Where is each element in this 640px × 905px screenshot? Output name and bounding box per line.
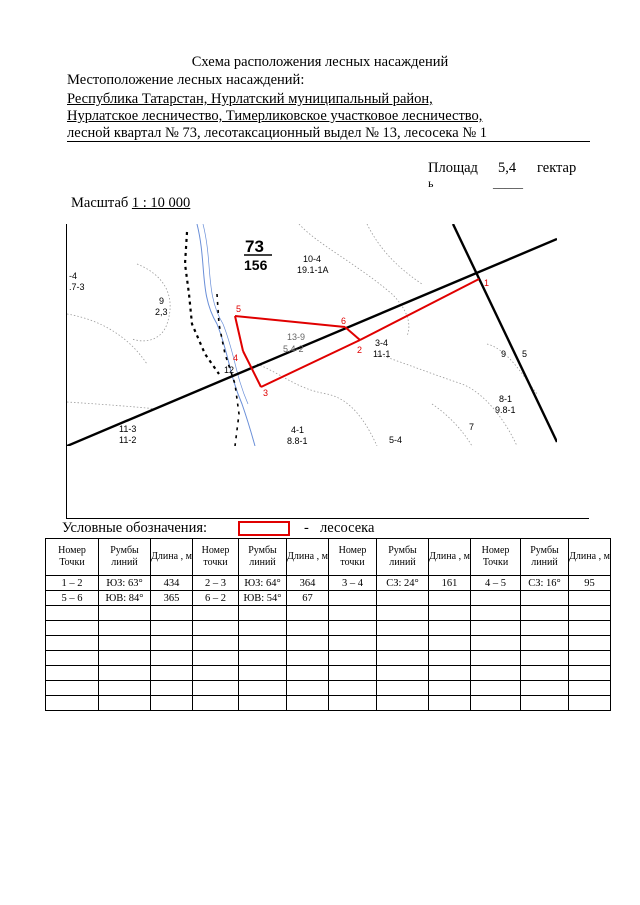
table-cell bbox=[329, 636, 377, 651]
table-cell bbox=[569, 606, 611, 621]
stand-label: 9.8-1 bbox=[495, 405, 516, 415]
table-body bbox=[46, 576, 611, 711]
table-cell bbox=[193, 681, 239, 696]
table-cell bbox=[99, 651, 151, 666]
location-line-2: Нурлатское лесничество, Тимерликовское участковое лесничество, bbox=[67, 108, 483, 124]
table-cell: СЗ: 24° bbox=[377, 576, 429, 591]
table-cell bbox=[99, 666, 151, 681]
table-cell bbox=[287, 696, 329, 711]
boundary-5-6 bbox=[235, 316, 345, 327]
table-row bbox=[46, 651, 611, 666]
table-cell: 2 – 3 bbox=[193, 576, 239, 591]
point-label-5: 5 bbox=[236, 304, 242, 314]
table-cell bbox=[569, 591, 611, 606]
point-label-3: 3 bbox=[263, 388, 269, 398]
location-line-3: лесной квартал № 73, лесотаксационный выдел № 13, лесосека № 1 bbox=[67, 125, 488, 141]
table-cell bbox=[471, 636, 521, 651]
table-header-cell: Длина , м bbox=[569, 539, 611, 576]
table-cell bbox=[239, 681, 287, 696]
table-cell bbox=[99, 621, 151, 636]
stand-label: 10-4 bbox=[303, 254, 322, 264]
table-header-cell: Румбы линий bbox=[239, 539, 287, 576]
table-cell bbox=[429, 591, 471, 606]
stand-label: 8-1 bbox=[499, 394, 513, 404]
table-cell bbox=[377, 696, 429, 711]
area-unit: гектар bbox=[537, 160, 577, 176]
table-cell bbox=[239, 666, 287, 681]
table-cell: 364 bbox=[287, 576, 329, 591]
table-cell bbox=[193, 606, 239, 621]
stand-label: 7 bbox=[469, 422, 475, 432]
table-cell bbox=[151, 681, 193, 696]
table-cell bbox=[287, 621, 329, 636]
table-row bbox=[46, 681, 611, 696]
table-cell bbox=[569, 696, 611, 711]
table-cell: 161 bbox=[429, 576, 471, 591]
stand-label: 9 bbox=[159, 296, 165, 306]
table-cell bbox=[569, 636, 611, 651]
point-label-6: 6 bbox=[341, 316, 347, 326]
boundary-2-3 bbox=[261, 340, 363, 387]
stand-label: 2,3 bbox=[155, 307, 168, 317]
table-header-cell: Румбы линий bbox=[377, 539, 429, 576]
table-cell bbox=[329, 666, 377, 681]
table-cell: ЮВ: 54° bbox=[239, 591, 287, 606]
table-header-cell: Длина , м bbox=[287, 539, 329, 576]
stand-label: 8.8-1 bbox=[287, 436, 308, 446]
table-cell: 5 – 6 bbox=[46, 591, 99, 606]
table-cell bbox=[239, 606, 287, 621]
table-cell bbox=[287, 681, 329, 696]
area-value: 5,4 bbox=[498, 160, 517, 176]
boundary-6-2 bbox=[345, 327, 360, 340]
stand-label: 13-9 bbox=[287, 332, 306, 342]
table-cell: 4 – 5 bbox=[471, 576, 521, 591]
legend-label: Условные обозначения: bbox=[62, 520, 208, 536]
table-cell bbox=[329, 696, 377, 711]
point-label-4: 4 bbox=[233, 353, 239, 363]
table-cell bbox=[471, 666, 521, 681]
table-cell bbox=[46, 666, 99, 681]
table-cell bbox=[99, 606, 151, 621]
table-cell bbox=[99, 696, 151, 711]
table-cell bbox=[521, 696, 569, 711]
table-cell bbox=[99, 636, 151, 651]
table-cell bbox=[569, 681, 611, 696]
table-cell bbox=[471, 696, 521, 711]
table-cell bbox=[471, 606, 521, 621]
legend-cutting-swatch bbox=[238, 521, 290, 536]
table-cell bbox=[569, 651, 611, 666]
table-cell bbox=[193, 666, 239, 681]
table-header-cell: Номер Точки bbox=[46, 539, 99, 576]
table-cell bbox=[377, 621, 429, 636]
table-cell bbox=[471, 591, 521, 606]
table-cell bbox=[239, 696, 287, 711]
table-cell bbox=[471, 651, 521, 666]
boundary-4-5 bbox=[235, 316, 243, 351]
table-cell bbox=[193, 696, 239, 711]
document-title: Схема расположения лесных насаждений bbox=[191, 54, 449, 70]
legend-dash: - bbox=[304, 520, 309, 536]
table-cell bbox=[429, 666, 471, 681]
table-cell: СЗ: 16° bbox=[521, 576, 569, 591]
table-cell bbox=[429, 696, 471, 711]
table-cell bbox=[377, 651, 429, 666]
table-header-cell: Номер точки bbox=[329, 539, 377, 576]
table-header-cell: Длина , м bbox=[429, 539, 471, 576]
table-cell bbox=[377, 591, 429, 606]
table-row bbox=[46, 621, 611, 636]
table-header-row bbox=[46, 539, 611, 576]
table-cell: 3 – 4 bbox=[329, 576, 377, 591]
table-cell bbox=[151, 666, 193, 681]
scale-value: 1 : 10 000 bbox=[131, 195, 191, 211]
stand-label: .7-3 bbox=[69, 282, 85, 292]
point-label-2: 2 bbox=[357, 345, 363, 355]
table-cell bbox=[377, 636, 429, 651]
header-rule bbox=[67, 141, 590, 142]
stand-label: 5-4 bbox=[389, 435, 403, 445]
table-cell bbox=[329, 591, 377, 606]
table-cell: ЮЗ: 64° bbox=[239, 576, 287, 591]
contour-line bbox=[67, 314, 147, 364]
table-cell bbox=[151, 621, 193, 636]
rhumb-table bbox=[45, 538, 611, 711]
table-cell: 365 bbox=[151, 591, 193, 606]
table-cell: ЮВ: 84° bbox=[99, 591, 151, 606]
stream-line bbox=[203, 224, 248, 404]
forest-map-svg bbox=[67, 224, 557, 446]
quarter-number: 73 bbox=[245, 237, 264, 256]
contour-line bbox=[299, 224, 409, 336]
table-row bbox=[46, 606, 611, 621]
table-header-cell: Румбы линий bbox=[521, 539, 569, 576]
stand-label: 12 bbox=[224, 365, 235, 375]
table-cell bbox=[193, 621, 239, 636]
table-cell bbox=[329, 651, 377, 666]
table-header-cell: Румбы линий bbox=[99, 539, 151, 576]
table-cell bbox=[151, 651, 193, 666]
table-cell bbox=[471, 621, 521, 636]
table-header-cell: Номер точки bbox=[193, 539, 239, 576]
table-cell bbox=[471, 681, 521, 696]
stand-label: 11-3 bbox=[119, 424, 137, 434]
table-cell bbox=[429, 636, 471, 651]
table-cell bbox=[239, 651, 287, 666]
table-cell: 67 bbox=[287, 591, 329, 606]
table-cell bbox=[521, 666, 569, 681]
table-cell: 434 bbox=[151, 576, 193, 591]
table-cell bbox=[46, 681, 99, 696]
table-cell bbox=[287, 666, 329, 681]
table-cell bbox=[329, 681, 377, 696]
table-cell: 6 – 2 bbox=[193, 591, 239, 606]
stand-label: 9 bbox=[501, 349, 507, 359]
stand-label: 11-1 bbox=[373, 349, 391, 359]
table-cell bbox=[151, 606, 193, 621]
location-label: Местоположение лесных насаждений: bbox=[67, 72, 305, 88]
table-cell bbox=[151, 696, 193, 711]
table-cell bbox=[521, 681, 569, 696]
area-underline: _____ bbox=[493, 176, 523, 190]
table-cell bbox=[521, 606, 569, 621]
table-cell bbox=[521, 591, 569, 606]
stand-label: 3-4 bbox=[375, 338, 389, 348]
table-cell bbox=[46, 621, 99, 636]
table-cell bbox=[521, 651, 569, 666]
table-cell bbox=[46, 636, 99, 651]
stand-label: 4-1 bbox=[291, 425, 305, 435]
table-cell bbox=[287, 606, 329, 621]
quarter-area: 156 bbox=[244, 257, 268, 273]
table-cell bbox=[287, 636, 329, 651]
table-row bbox=[46, 666, 611, 681]
stand-label: 5 bbox=[522, 349, 528, 359]
table-cell bbox=[377, 666, 429, 681]
table-cell bbox=[429, 621, 471, 636]
table-cell bbox=[569, 621, 611, 636]
table-cell bbox=[329, 606, 377, 621]
table-cell bbox=[429, 651, 471, 666]
scale-row bbox=[71, 195, 190, 212]
table-cell bbox=[239, 621, 287, 636]
table-row bbox=[46, 576, 611, 591]
table-cell bbox=[521, 636, 569, 651]
table-row bbox=[46, 696, 611, 711]
contour-line bbox=[257, 364, 377, 446]
stand-label: 5.4-2 bbox=[283, 344, 304, 354]
area-label-tail: ь bbox=[428, 176, 434, 190]
stand-label: 11-2 bbox=[119, 435, 137, 445]
table-cell: 95 bbox=[569, 576, 611, 591]
table-cell bbox=[239, 636, 287, 651]
cutting-boundary bbox=[235, 279, 479, 387]
contour-line bbox=[132, 264, 170, 341]
stand-label: -4 bbox=[69, 271, 78, 281]
table-cell bbox=[193, 636, 239, 651]
table-cell bbox=[99, 681, 151, 696]
contour-line bbox=[377, 354, 517, 446]
table-cell bbox=[377, 681, 429, 696]
contour-line bbox=[367, 224, 422, 284]
contour-line bbox=[67, 402, 157, 409]
table-row bbox=[46, 591, 611, 606]
contour-line bbox=[432, 404, 475, 446]
scale-label: Масштаб bbox=[71, 195, 129, 211]
table-cell bbox=[287, 651, 329, 666]
area-label: Площад bbox=[428, 160, 478, 176]
table-cell: 1 – 2 bbox=[46, 576, 99, 591]
table-cell bbox=[569, 666, 611, 681]
table-cell bbox=[521, 621, 569, 636]
location-line-1: Республика Татарстан, Нурлатский муниципальный район, bbox=[67, 91, 433, 107]
table-cell bbox=[429, 606, 471, 621]
table-cell bbox=[193, 651, 239, 666]
table-cell bbox=[429, 681, 471, 696]
table-cell bbox=[377, 606, 429, 621]
legend-cutting-label: лесосека bbox=[320, 520, 375, 536]
table-header-cell: Номер Точки bbox=[471, 539, 521, 576]
table-cell bbox=[151, 636, 193, 651]
point-label-1: 1 bbox=[484, 278, 490, 288]
stand-label: 19.1-1A bbox=[297, 265, 329, 275]
table-cell bbox=[329, 621, 377, 636]
table-cell: ЮЗ: 63° bbox=[99, 576, 151, 591]
table-header-cell: Длина , м bbox=[151, 539, 193, 576]
boundary-3-4 bbox=[243, 351, 261, 387]
boundary-1-2 bbox=[360, 279, 479, 340]
map-frame-bottom bbox=[66, 518, 589, 519]
table-row bbox=[46, 636, 611, 651]
table-cell bbox=[46, 606, 99, 621]
forest-map bbox=[67, 224, 557, 446]
table-cell bbox=[46, 651, 99, 666]
table-cell bbox=[46, 696, 99, 711]
